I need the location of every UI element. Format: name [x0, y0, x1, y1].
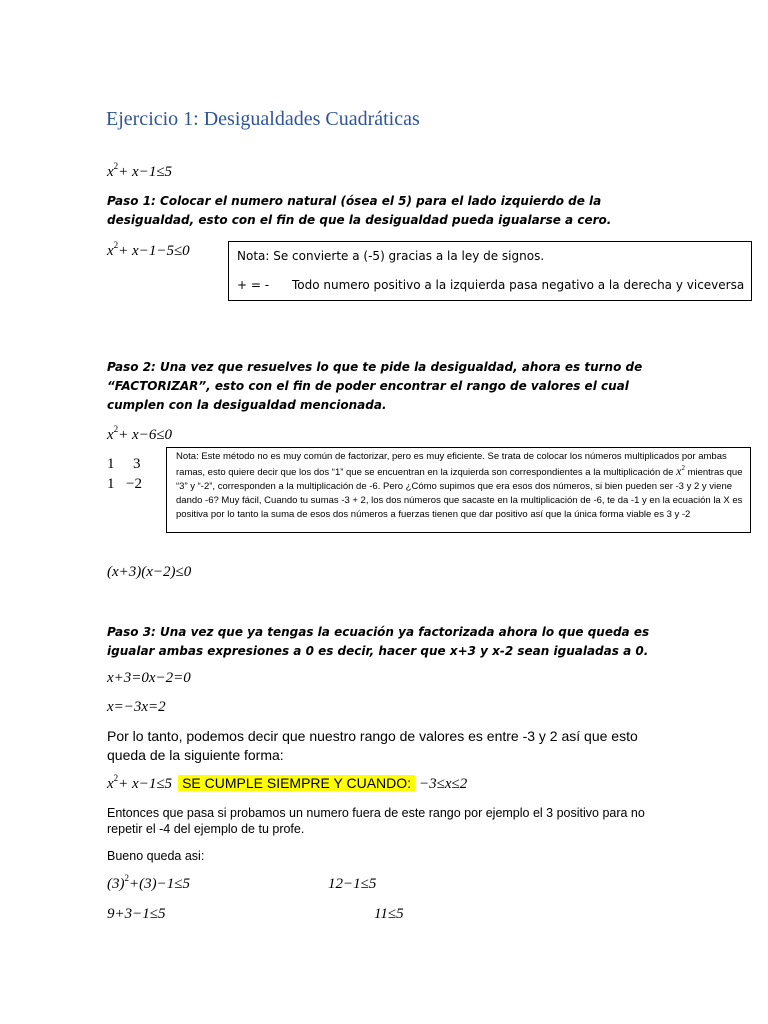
- equation-test-3: 9+3−1≤5: [107, 906, 166, 922]
- equation-original: $x^2+ x-1\le 5$: [107, 161, 173, 180]
- highlight-condition: SE CUMPLE SIEMPRE Y CUANDO:: [178, 775, 415, 791]
- note-factoring-part-1: Nota: Este método no es muy común de factorizar, pero es muy eficiente. Se trata de colocar los números multiplicados por ambas ramas, esto quiere decir que los dos “1” que se encuentran en la izquierda son correspondientes a la multiplicación de: [176, 451, 727, 478]
- step-3-text: Paso 3: Una vez que ya tengas la ecuación ya factorizada ahora lo que queda es igualar ambas expresiones a 0 es decir, hacer que x+3 y x-2 sean igualadas a 0.: [107, 625, 650, 658]
- equation-result: $x^2+ x-1\le 5$ SE CUMPLE SIEMPRE Y CUANDO: −3≤x≤2: [107, 773, 468, 792]
- note-box-signs: [228, 241, 752, 301]
- page-title: Ejercicio 1: Desigualdades Cuadráticas: [106, 108, 420, 130]
- equation-solutions: x=−3x=2: [107, 699, 166, 715]
- equation-test-2: 12−1≤5: [328, 876, 377, 892]
- conclusion-text: Por lo tanto, podemos decir que nuestro rango de valores es entre -3 y 2 así que esto queda de la siguiente forma:: [107, 728, 638, 763]
- note-factoring-part-2: mientras que “3” y “-2”, corresponden a la multiplicación de -6. Pero ¿Cómo supimos que era esos dos números, si bien pueden ser -3 y 2 y viene dando -6? Muy fácil, Cuando tu sumas -3 + 2, los dos números que sacaste en la multiplicación de -6, te da -1 y en la ecuación la X es positiva por lo tanto la suma de esos dos números a fuerzas tienen que dar positivo así que la única forma viable es 3 y -2: [176, 467, 743, 520]
- equation-step-2: $x^2+ x-6\le 0$: [107, 424, 173, 443]
- equation-zero: x+3=0x−2=0: [107, 670, 191, 686]
- note-line-1: Nota: Se convierte a (-5) gracias a la ley de signos.: [237, 249, 545, 263]
- note-signs: + = -: [237, 278, 270, 292]
- note-box-factoring: [166, 447, 751, 533]
- factor-r1c1: 1: [107, 456, 115, 472]
- factor-r2c2: −2: [126, 476, 142, 492]
- equation-factored: (x+3)(x−2)≤0: [107, 564, 192, 580]
- factor-r2c1: 1: [107, 476, 115, 492]
- equation-test-1: $(3)^2+(3)-1\le 5$: [107, 873, 190, 892]
- note-factoring-x2: $x^2$: [676, 464, 685, 478]
- note-line-2: Todo numero positivo a la izquierda pasa negativo a la derecha y viceversa: [292, 278, 745, 292]
- equation-test-4: 11≤5: [374, 906, 404, 922]
- step-2-text: Paso 2: Una vez que resuelves lo que te pide la desigualdad, ahora es turno de “FACTORIZAR”, esto con el fin de poder encontrar el rango de valores el cual cumplen con la desigualdad mencionada.: [107, 360, 643, 412]
- factor-r1c2: 3: [133, 456, 141, 472]
- bueno-text: Bueno queda asi:: [107, 849, 205, 863]
- step-1-text: Paso 1: Colocar el numero natural (ósea el 5) para el lado izquierdo de la desigualdad, esto con el fin de que la desigualdad pueda igualarse a cero.: [107, 194, 612, 227]
- equation-step-1: $x^2+ x-1-5\le 0$: [107, 240, 190, 259]
- test-text: Entonces que pasa si probamos un numero fuera de este rango por ejemplo el 3 positivo para no repetir el -4 del ejemplo de tu profe.: [107, 806, 645, 836]
